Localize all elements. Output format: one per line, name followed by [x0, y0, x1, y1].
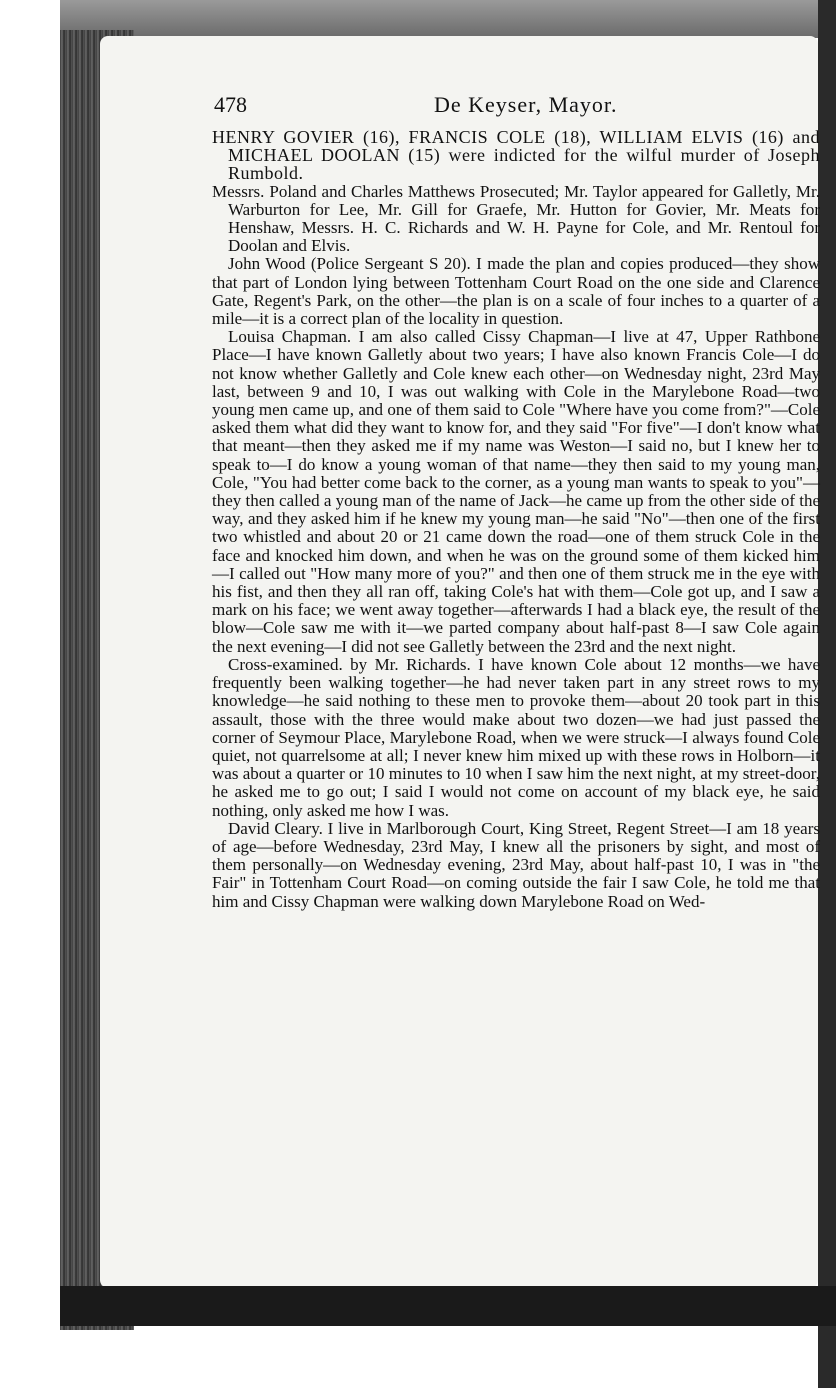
- scan-right-edge: [818, 0, 836, 1388]
- testimony-john-wood: John Wood (Police Sergeant S 20). I made the plan and copies produced—they show that part of London lying between Tottenham Court Road on the one side and Clarence Gate, Regent's Park, on the other—the plan is on a scale of four inches to a quarter of a mile—it is a correct plan of the locality in question.: [212, 254, 820, 329]
- testimony-david-cleary: David Cleary. I live in Marlborough Court, King Street, Regent Street—I am 18 years of age—before Wednesday, 23rd May, I knew all the prisoners by sight, and most of them personally—on Wednesday evening, 23rd May, about half-past 10, I was in "the Fair" in Tottenham Court Road—on coming outside the fair I saw Cole, he told me that him and Cissy Chapman were walking down Marylebone Road on Wed-: [212, 818, 820, 911]
- running-head: De Keyser, Mayor.: [434, 92, 618, 117]
- cross-examination: Cross-examined. by Mr. Richards. I have known Cole about 12 months—we have frequently been walking together—he had never taken part in any street rows to my knowledge—he said nothing to these men to provoke them—about 20 took part in this assault, those with the three would make about two dozen—we had just passed the corner of Seymour Place, Marylebone Road, when we were struck—I always found Cole quiet, not quarrelsome at all; I never knew him mixed up with these rows in Holborn—it was about a quarter or 10 minutes to 10 when I saw him the next night, at my street-door, he asked me to go out; I said I would not come on account of my black eye, he said nothing, only asked me how I was.: [212, 654, 820, 820]
- indictment-paragraph: HENRY GOVIER (16), FRANCIS COLE (18), WILLIAM ELVIS (16) and MICHAEL DOOLAN (15) were indicted for the wilful murder of Joseph Rumbold.: [212, 127, 820, 184]
- page-number: 478: [214, 92, 247, 117]
- counsel-paragraph: Messrs. Poland and Charles Matthews Prosecuted; Mr. Taylor appeared for Galletly, Mr. Warburton for Lee, Mr. Gill for Graefe, Mr. Hutton for Govier, Mr. Meats for Henshaw, Messrs. H. C. Richards and W. H. Payne for Cole, and Mr. Rentoul for Doolan and Elvis.: [212, 181, 820, 256]
- page-body: [212, 128, 820, 911]
- scan-bottom-edge: [60, 1286, 836, 1326]
- testimony-louisa-chapman: Louisa Chapman. I am also called Cissy Chapman—I live at 47, Upper Rathbone Place—I have known Galletly about two years; I have also known Francis Cole—I do not know whether Galletly and Cole knew each other—on Wednesday night, 23rd May last, between 9 and 10, I was out walking with Cole in the Marylebone Road—two young men came up, and one of them said to Cole "Where have you come from?"—Cole asked them what did they want to know for, and they said "For five"—I don't know what that meant—then they asked me if my name was Weston—I said no, but I knew her to speak to—I do know a young woman of that name—they then said to my young man, Cole, "You had better come back to the corner, as a young man wants to speak to you"—they then called a young man of the name of Jack—he came up from the other side of the way, and they asked him if he knew my young man—he said "No"—then one of the first two whistled and about 20 or 21 came down the road—one of them struck Cole in the face and knocked him down, and when he was on the ground some of them kicked him—I called out "How many more of you?" and then one of them struck me in the eye with his fist, and then they all ran off, taking Cole's hat with them—Cole got up, and I saw a mark on his face; we went away together—afterwards I had a black eye, the result of the blow—Cole saw me with it—we parted company about half-past 8—I saw Cole again the next evening—I did not see Galletly between the 23rd and the next night.: [212, 327, 821, 656]
- page-header: [214, 92, 810, 118]
- scan-top-edge: [60, 0, 836, 38]
